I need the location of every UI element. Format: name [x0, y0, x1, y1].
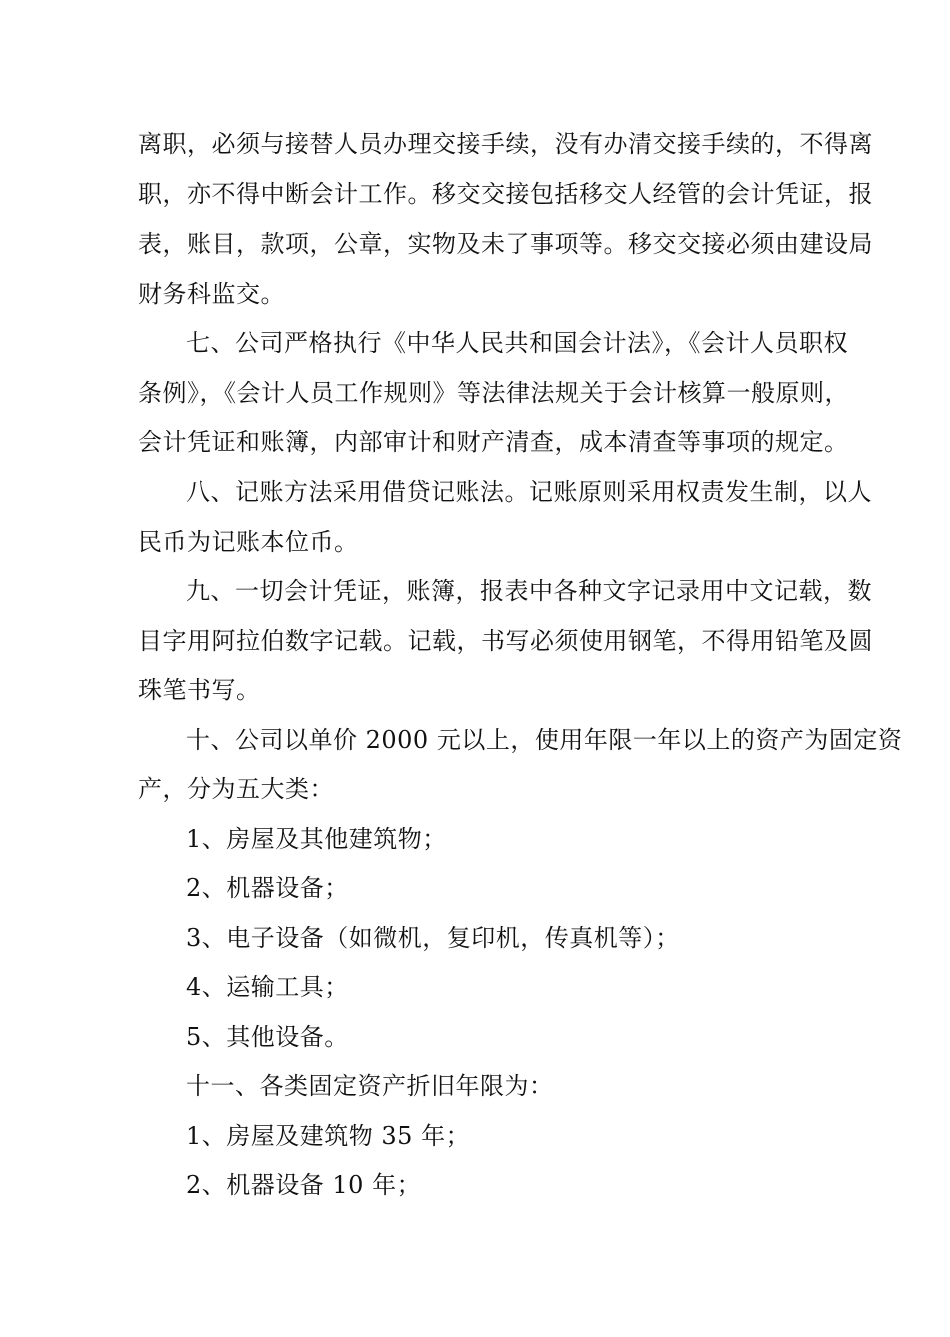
paragraph-line: 产，分为五大类：	[138, 775, 334, 803]
list-item: 2、机器设备；	[186, 874, 349, 902]
list-item: 3、电子设备（如微机，复印机，传真机等）；	[186, 924, 680, 952]
paragraph-line: 七、公司严格执行《中华人民共和国会计法》，《会计人员职权	[186, 329, 848, 357]
paragraph-line: 条例》，《会计人员工作规则》等法律法规关于会计核算一般原则，	[138, 379, 849, 407]
paragraph-line: 民币为记账本位币。	[138, 528, 359, 556]
list-item: 5、其他设备。	[186, 1023, 349, 1051]
list-item: 1、房屋及建筑物 35 年；	[186, 1122, 471, 1150]
paragraph-line: 九、一切会计凭证，账簿，报表中各种文字记录用中文记载，数	[186, 577, 872, 605]
list-item: 2、机器设备 10 年；	[186, 1171, 422, 1199]
paragraph-line: 八、记账方法采用借贷记账法。记账原则采用权责发生制，以人	[186, 478, 872, 506]
paragraph-line: 财务科监交。	[138, 280, 285, 308]
paragraph-line: 职，亦不得中断会计工作。移交交接包括移交人经管的会计凭证，报	[138, 180, 873, 208]
paragraph-line: 珠笔书写。	[138, 676, 261, 704]
paragraph-line: 会计凭证和账簿，内部审计和财产清查，成本清查等事项的规定。	[138, 428, 849, 456]
paragraph-line: 十、公司以单价 2000 元以上，使用年限一年以上的资产为固定资	[186, 726, 903, 754]
paragraph-line: 目字用阿拉伯数字记载。记载，书写必须使用钢笔，不得用铅笔及圆	[138, 627, 873, 655]
list-item: 1、房屋及其他建筑物；	[186, 825, 447, 853]
list-item: 4、运输工具；	[186, 973, 349, 1001]
section-heading: 十一、各类固定资产折旧年限为：	[186, 1072, 554, 1100]
paragraph-line: 表，账目，款项，公章，实物及未了事项等。移交交接必须由建设局	[138, 230, 873, 258]
paragraph-line: 离职，必须与接替人员办理交接手续，没有办清交接手续的，不得离	[138, 130, 873, 158]
